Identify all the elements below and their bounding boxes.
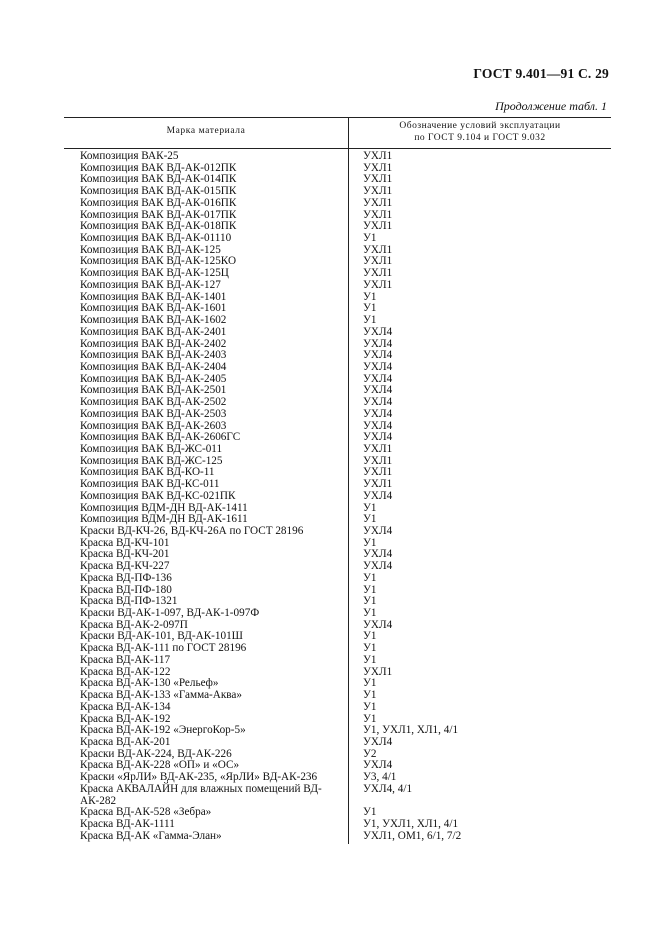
operating-condition-cell: УХЛ1 [363,150,393,162]
operating-condition-cell: УХЛ1 [363,185,393,198]
material-name-cell: Композиция ВАК ВД-АК-012ПК [80,161,237,174]
table-row [0,655,661,667]
material-name-cell: Композиция ВАК ВД-АК-2405 [80,372,227,385]
operating-condition-cell: У1 [363,689,377,702]
operating-condition-cell: У1 [363,642,377,655]
material-name-cell: Краска ВД-КЧ-201 [80,548,170,561]
operating-condition-cell: УХЛ4 [363,360,393,373]
operating-condition-cell: УХЛ4 [363,419,393,432]
material-name-cell: Композиция ВАК ВД-АК-2603 [80,419,227,432]
operating-condition-cell: УХЛ4, 4/1 [363,782,413,795]
material-name-cell: Краска ВД-АК-133 «Гамма-Аква» [80,689,242,702]
table-row [0,573,661,585]
column-header-material: Марка материала [166,126,246,136]
material-name-cell: Композиция ВДМ-ДН ВД-АК-1411 [80,501,248,514]
material-name-cell: Краска ВД-АК-117 [80,653,171,666]
operating-condition-cell: УХЛ4 [363,325,393,338]
operating-condition-cell: У1 [363,583,377,596]
operating-condition-cell: УХЛ1 [363,220,393,233]
material-name-cell: Композиция ВАК ВД-АК-125 [80,243,221,256]
material-name-cell: Краски ВД-КЧ-26, ВД-КЧ-26А по ГОСТ 28196 [80,525,304,537]
material-name-cell: Композиция ВАК ВД-АК-016ПК [80,196,237,209]
table-row [0,444,661,456]
operating-condition-cell: У1, УХЛ1, ХЛ1, 4/1 [363,817,459,830]
material-name-cell: Композиция ВАК-25 [80,150,179,162]
material-name-cell: Краска ВД-ПФ-136 [80,571,172,584]
material-name-cell: Композиция ВАК ВД-АК-2401 [80,325,227,338]
material-name-cell: Композиция ВАК ВД-АК-2606ГС [80,431,241,444]
operating-condition-cell: У3, 4/1 [363,771,397,784]
material-name-cell: Композиция ВАК ВД-АК-125КО [80,255,237,268]
operating-condition-cell: УХЛ4 [363,337,393,350]
table-row [0,737,661,749]
operating-condition-cell: УХЛ1 [363,665,393,678]
operating-condition-cell: У1 [363,290,377,303]
operating-condition-cell: УХЛ1 [363,243,393,256]
material-name-cell: Композиция ВАК ВД-ЖС-011 [80,442,223,455]
material-name-cell: Композиция ВАК ВД-АК-2502 [80,396,227,409]
material-name-cell: Композиция ВАК ВД-КС-021ПК [80,489,236,502]
page-header: ГОСТ 9.401—91 С. 29 [473,66,609,81]
material-name-cell: Композиция ВДМ-ДН ВД-АК-1611 [80,513,248,526]
column-header-conditions-line1: Обозначение условий эксплуатации [399,121,561,131]
material-name-cell: Композиция ВАК ВД-АК-2503 [80,407,227,420]
operating-condition-cell: У1 [363,302,377,315]
operating-condition-cell: УХЛ1 [363,278,393,291]
table-row [0,151,661,163]
table-top-rule [64,117,611,118]
operating-condition-cell: УХЛ1 [363,161,393,174]
operating-condition-cell: У1 [363,513,377,526]
material-name-cell: Композиция ВАК ВД-АК-015ПК [80,185,237,198]
operating-condition-cell: УХЛ4 [363,525,393,537]
operating-condition-cell: У1 [363,806,377,819]
material-name-cell: Краска ВД-АК-130 «Рельеф» [80,677,219,690]
material-name-cell: Краска ВД-АК-192 «ЭнергоКор-5» [80,724,246,737]
material-name-cell: Краска ВД-АК-228 «ОП» и «ОС» [80,759,240,772]
operating-condition-cell: У1 [363,314,377,327]
operating-condition-cell: УХЛ1 [363,255,393,268]
operating-condition-cell: УХЛ4 [363,384,393,397]
table-row [0,491,661,503]
operating-condition-cell: У1 [363,595,377,608]
operating-condition-cell: УХЛ1 [363,466,393,479]
material-name-cell: Краски ВД-АК-101, ВД-АК-101Ш [80,630,243,643]
material-name-cell: Композиция ВАК ВД-АК-018ПК [80,220,237,233]
material-name-cell: Композиция ВАК ВД-ЖС-125 [80,454,223,467]
material-name-cell: Композиция ВАК ВД-АК-1401 [80,290,227,303]
operating-condition-cell: У1 [363,536,377,549]
table-body [0,151,661,842]
operating-condition-cell: УХЛ1 [363,173,393,186]
material-name-cell: Композиция ВАК ВД-АК-1601 [80,302,227,315]
material-name-cell: Композиция ВАК ВД-АК-017ПК [80,208,237,221]
operating-condition-cell: УХЛ4 [363,396,393,409]
material-name-cell: Краска ВД-АК «Гамма-Элан» [80,829,222,842]
material-name-cell: Композиция ВАК ВД-АК-2404 [80,360,227,373]
material-name-cell: Краска ВД-АК-528 «Зебра» [80,806,212,819]
material-name-cell: Композиция ВАК ВД-АК-1602 [80,314,227,327]
material-name-cell: Краски ВД-АК-1-097, ВД-АК-1-097Ф [80,607,260,620]
operating-condition-cell: УХЛ4 [363,407,393,420]
table-row [0,327,661,339]
operating-condition-cell: УХЛ1 [363,208,393,221]
operating-condition-cell: У1 [363,232,377,245]
material-name-cell: Краски ВД-АК-224, ВД-АК-226 [80,747,232,760]
material-name-cell: Краска ВД-АК-2-097П [80,618,188,631]
operating-condition-cell: УХЛ4 [363,431,393,444]
table-row [0,198,661,210]
material-name-cell: Композиция ВАК ВД-АК-2402 [80,337,227,350]
material-name-cell: Краска ВД-АК-1111 [80,817,175,830]
material-name-cell: Краска ВД-АК-134 [80,700,171,713]
material-name-cell: Композиция ВАК ВД-АК-01110 [80,232,232,245]
operating-condition-cell: УХЛ1 [363,267,393,280]
table-row [0,819,661,831]
table-row [0,280,661,292]
operating-condition-cell: УХЛ4 [363,759,393,772]
operating-condition-cell: УХЛ4 [363,349,393,362]
operating-condition-cell: УХЛ4 [363,735,393,748]
table-row [0,784,661,807]
material-name-cell: Композиция ВАК ВД-АК-127 [80,278,221,291]
operating-condition-cell: УХЛ4 [363,548,393,561]
operating-condition-cell: УХЛ4 [363,560,393,573]
column-header-conditions-line2: по ГОСТ 9.104 и ГОСТ 9.032 [414,132,546,143]
operating-condition-cell: УХЛ1 [363,196,393,209]
operating-condition-cell: У1 [363,700,377,713]
operating-condition-cell: У1 [363,653,377,666]
operating-condition-cell: УХЛ4 [363,372,393,385]
material-name-cell: Композиция ВАК ВД-КС-011 [80,478,220,491]
material-name-cell: Композиция ВАК ВД-АК-2501 [80,384,227,397]
table-continuation-label: Продолжение табл. 1 [495,99,607,113]
operating-condition-cell: У1 [363,677,377,690]
material-name-cell: Краска ВД-КЧ-227 [80,560,170,573]
operating-condition-cell: У1 [363,712,377,725]
operating-condition-cell: УХЛ1 [363,442,393,455]
table-row [0,831,661,843]
material-name-cell: Краска ВД-АК-201 [80,735,171,748]
table-row [0,702,661,714]
material-name-cell: Краска ВД-КЧ-101 [80,536,170,549]
material-name-cell: Краски «ЯрЛИ» ВД-АК-235, «ЯрЛИ» ВД-АК-236 [80,771,318,784]
material-name-cell: Композиция ВАК ВД-АК-2403 [80,349,227,362]
table-row [0,362,661,374]
operating-condition-cell: УХЛ1 [363,454,393,467]
operating-condition-cell: У1 [363,571,377,584]
table-row [0,526,661,538]
operating-condition-cell: УХЛ1, ОМ1, 6/1, 7/2 [363,829,462,842]
material-name-cell: Композиция ВАК ВД-КО-11 [80,466,215,479]
material-name-cell: Краска ВД-АК-192 [80,712,171,725]
column-header-conditions [349,121,611,144]
operating-condition-cell: УХЛ1 [363,478,393,491]
operating-condition-cell: У1 [363,501,377,514]
material-name-cell: Композиция ВАК ВД-АК-125Ц [80,267,229,280]
material-name-cell: Краска ВД-ПФ-1321 [80,595,178,608]
table-header-rule [64,148,611,149]
material-name-cell: Краска ВД-АК-111 по ГОСТ 28196 [80,642,247,655]
material-name-cell: Краска ВД-ПФ-180 [80,583,172,596]
table-row [0,233,661,245]
material-name-cell: Краска АКВАЛАЙН для влажных помещений ВД-АК-282 [80,782,322,807]
table-row [0,608,661,620]
material-name-cell: Композиция ВАК ВД-АК-014ПК [80,173,237,186]
operating-condition-cell: У2 [363,747,377,760]
material-name-cell: Краска ВД-АК-122 [80,665,171,678]
operating-condition-cell: У1, УХЛ1, ХЛ1, 4/1 [363,724,459,737]
table-row [0,409,661,421]
operating-condition-cell: У1 [363,607,377,620]
operating-condition-cell: УХЛ4 [363,489,393,502]
operating-condition-cell: У1 [363,630,377,643]
operating-condition-cell: УХЛ4 [363,618,393,631]
